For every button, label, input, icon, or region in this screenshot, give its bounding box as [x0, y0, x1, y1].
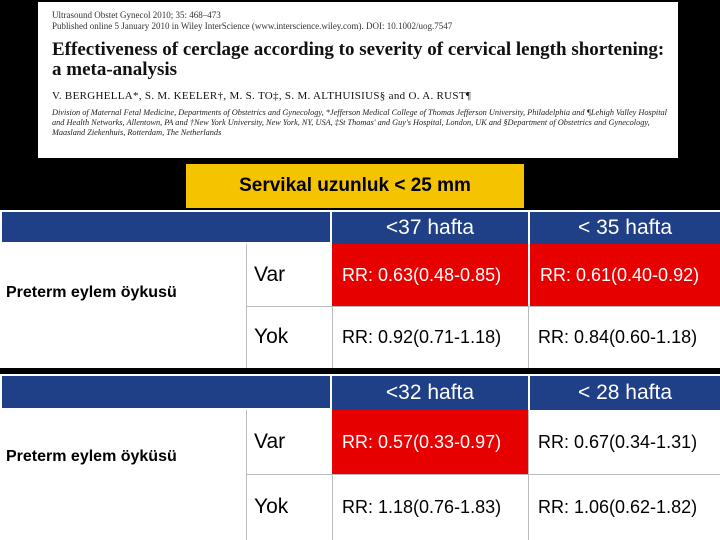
table2-row-label-var: Var: [246, 410, 332, 474]
table2-divider: [246, 474, 720, 475]
table1-row-label-var: Var: [246, 244, 332, 306]
paper-authors: V. BERGHELLA*, S. M. KEELER†, M. S. TO‡, S. M. ALTHUISIUS§ and O. A. RUST¶: [52, 90, 472, 102]
table1-divider: [246, 306, 720, 307]
table1-cell-yok-col2: RR: 0.84(0.60-1.18): [528, 306, 720, 368]
table2-sidebar: [0, 410, 246, 540]
table2-col1-header: <32 hafta: [332, 374, 528, 410]
table1-divider: [528, 306, 529, 368]
table2-divider: [528, 410, 529, 540]
table1-cell-var-col2: RR: 0.61(0.40-0.92): [528, 244, 720, 306]
table2-col2-header: < 28 hafta: [528, 374, 720, 410]
table2-header-blank: [0, 374, 332, 410]
table1-row-label-yok: Yok: [246, 306, 332, 368]
table1-sidebar: [0, 244, 246, 368]
table2-divider: [332, 474, 333, 540]
table1-cell-var-col1: RR: 0.63(0.48-0.85): [332, 244, 528, 306]
results-table-2: [0, 374, 720, 540]
table1-side-label: Preterm eylem öykusü: [6, 284, 177, 301]
results-table-1: [0, 210, 720, 368]
journal-citation: [52, 10, 452, 32]
table1-cell-yok-col1: RR: 0.92(0.71-1.18): [332, 306, 528, 368]
journal-line-2: Published online 5 January 2010 in Wiley InterScience (www.interscience.wiley.com). DOI: 10.1002/uog.7547: [52, 21, 453, 31]
paper-title: Effectiveness of cerclage according to severity of cervical length shortening: a meta-analysis: [52, 39, 665, 80]
paper-header-image: [38, 2, 678, 158]
table1-col2-header: < 35 hafta: [528, 210, 720, 244]
table2-cell-yok-col1: RR: 1.18(0.76-1.83): [332, 474, 528, 540]
paper-affiliations: Division of Maternal Fetal Medicine, Departments of Obstetrics and Gynecology, *Jefferson Medical College of Thomas Jefferson University, Philadelphia and ¶Lehigh Valley Hospital and Health Networks, Allentown, PA and †New York University, New York, NY, USA, ‡St Thomas' and Guy's Hospital, London, UK and §Department of Obstetrics and Gynecology, Maasland Ziekenhuis, Rotterdam, The Netherlands: [52, 108, 667, 137]
table1-header-blank: [0, 210, 332, 244]
table2-row-label-yok: Yok: [246, 474, 332, 540]
table2-side-label: Preterm eylem öyküsü: [6, 448, 177, 465]
table1-divider: [332, 306, 333, 368]
journal-line-1: Ultrasound Obstet Gynecol 2010; 35: 468–473: [52, 10, 221, 20]
table2-divider: [246, 410, 247, 540]
table1-col1-header: <37 hafta: [332, 210, 528, 244]
table2-cell-var-col2: RR: 0.67(0.34-1.31): [528, 410, 720, 474]
table2-cell-yok-col2: RR: 1.06(0.62-1.82): [528, 474, 720, 540]
table2-cell-var-col1: RR: 0.57(0.33-0.97): [332, 410, 528, 474]
cervical-length-banner: Servikal uzunluk < 25 mm: [186, 164, 524, 208]
